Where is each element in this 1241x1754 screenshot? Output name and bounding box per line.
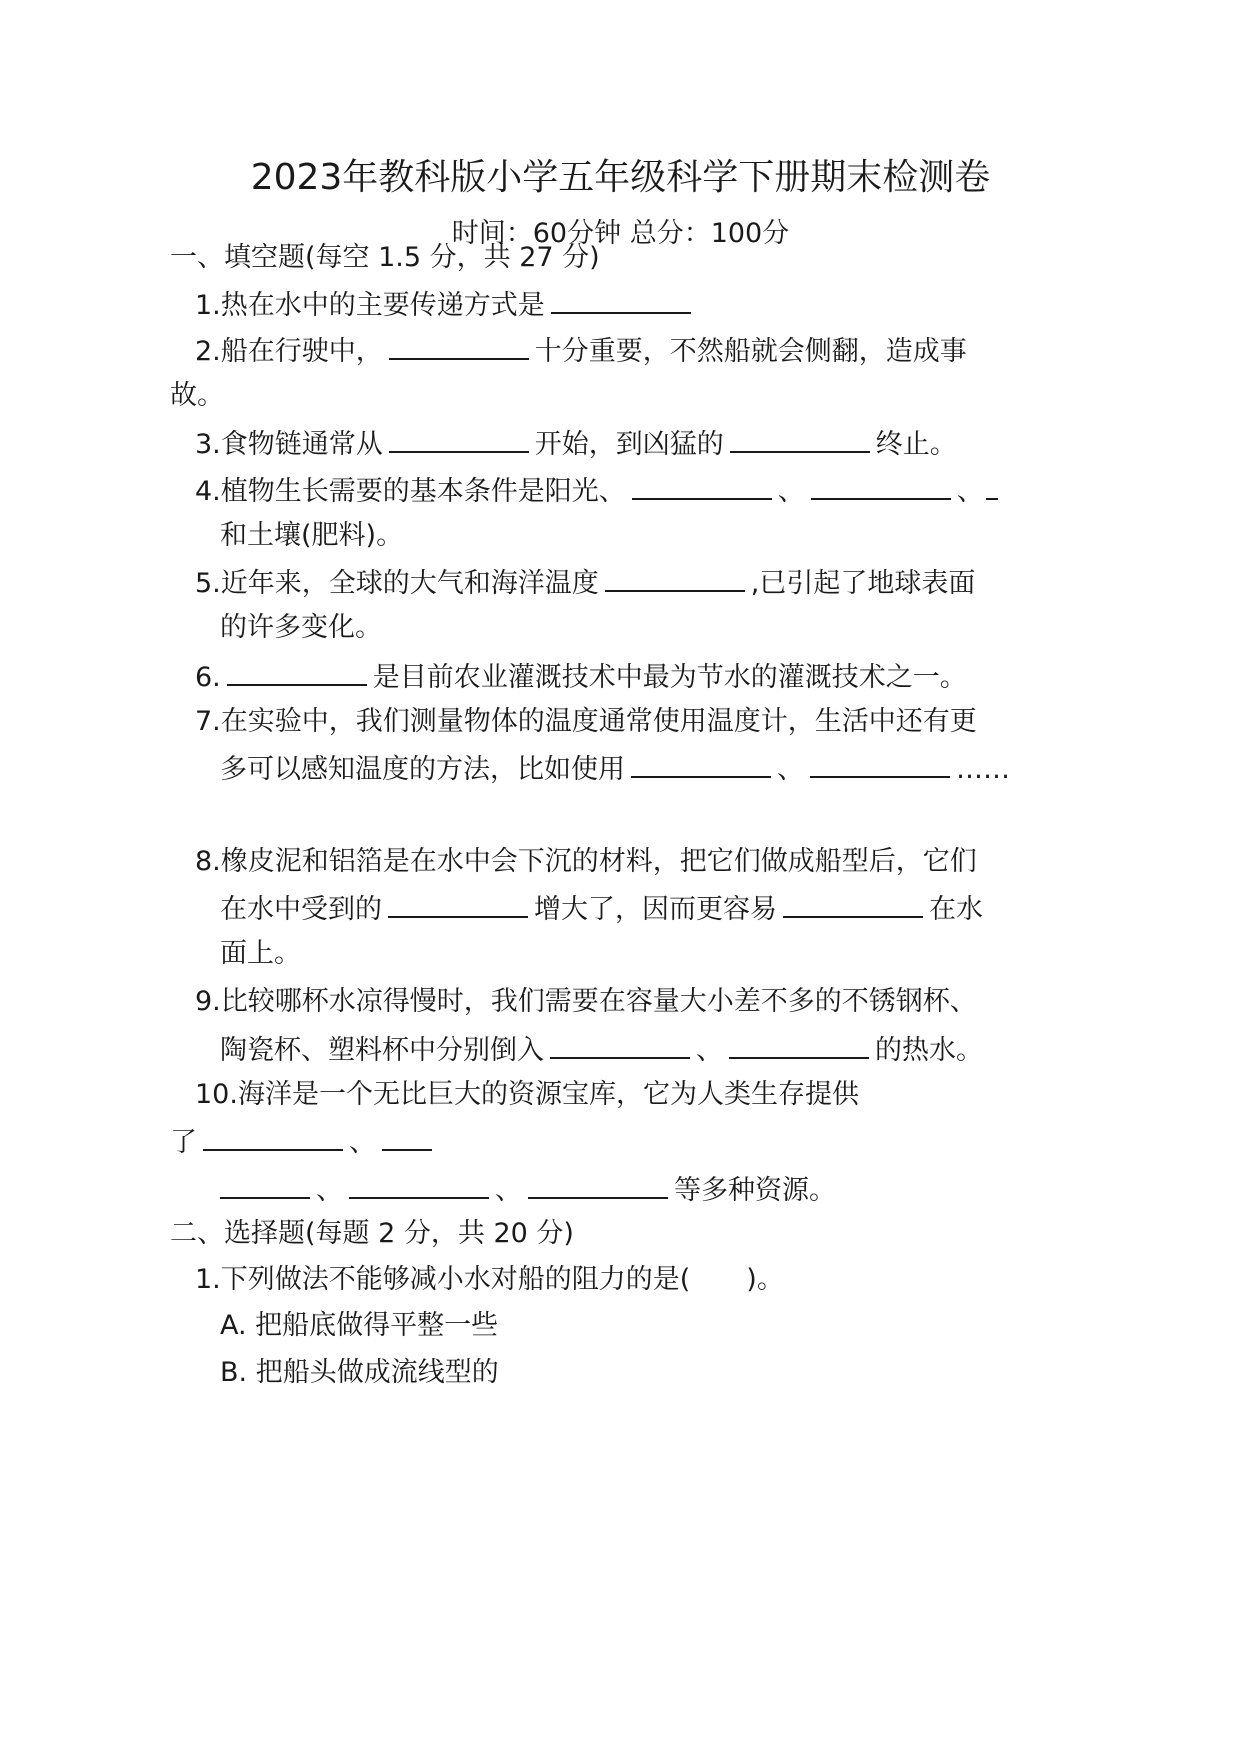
separator: 、: [696, 1035, 723, 1066]
answer-blank[interactable]: [605, 562, 745, 592]
separator: 、: [777, 754, 804, 785]
answer-blank[interactable]: [528, 1169, 668, 1199]
question-10: 10.海洋是一个无比巨大的资源宝库，它为人类生存提供: [195, 1079, 859, 1110]
question-text: 了: [170, 1127, 197, 1158]
question-text: 1.下列做法不能够减小水对船的阻力的是(: [195, 1264, 691, 1295]
question-7-cont: [220, 748, 1010, 790]
question-text: 2.船在行驶中，: [195, 336, 383, 367]
answer-blank[interactable]: [382, 1121, 432, 1151]
question-text: 3.食物链通常从: [195, 429, 383, 460]
question-1: [195, 284, 697, 326]
question-8-cont: [220, 888, 983, 930]
question-text: 5.近年来，全球的大气和海洋温度: [195, 568, 599, 599]
question-text: 开始，到凶猛的: [534, 429, 724, 460]
question-8: 8.橡皮泥和铝箔是在水中会下沉的材料，把它们做成船型后，它们: [195, 846, 977, 877]
question-text: 多可以感知温度的方法，比如使用: [220, 754, 625, 785]
ellipsis: ……: [956, 754, 1010, 785]
section-heading-choice: 二、选择题(每题 2 分，共 20 分): [170, 1218, 574, 1249]
question-number: 6.: [195, 662, 221, 693]
choice-question-1: [195, 1260, 784, 1300]
question-7: 7.在实验中，我们测量物体的温度通常使用温度计，生活中还有更: [195, 706, 977, 737]
answer-blank[interactable]: [389, 423, 529, 453]
question-6: [195, 656, 967, 698]
question-10-cont: [170, 1121, 438, 1163]
answer-blank[interactable]: [783, 888, 923, 918]
separator: 、: [349, 1127, 376, 1158]
question-2: [195, 330, 967, 372]
separator: 、: [316, 1175, 343, 1206]
answer-blank[interactable]: [388, 888, 528, 918]
question-text: 等多种资源。: [674, 1175, 836, 1206]
question-3: [195, 423, 957, 465]
question-text: 增大了，因而更容易: [534, 894, 777, 925]
answer-blank[interactable]: [729, 1029, 869, 1059]
answer-blank[interactable]: [550, 1029, 690, 1059]
exam-info: 时间：60分钟 总分：100分: [451, 218, 790, 249]
question-4-cont: 和土壤(肥料)。: [220, 520, 404, 551]
question-text: )。: [746, 1264, 784, 1295]
question-4: [195, 470, 1000, 512]
answer-blank[interactable]: [203, 1121, 343, 1151]
answer-blank[interactable]: [810, 748, 950, 778]
question-text: 是目前农业灌溉技术中最为节水的灌溉技术之一。: [372, 662, 967, 693]
answer-blank[interactable]: [811, 470, 951, 500]
question-text: 陶瓷杯、塑料杯中分别倒入: [220, 1035, 544, 1066]
question-text: ,已引起了地球表面: [750, 568, 976, 599]
section-heading-fill-in: 一、填空题(每空 1.5 分，共 27 分): [170, 242, 600, 273]
separator: 、: [956, 476, 984, 507]
option-b[interactable]: B. 把船头做成流线型的: [220, 1357, 499, 1388]
question-5-cont: 的许多变化。: [220, 612, 382, 643]
option-a[interactable]: A. 把船底做得平整一些: [220, 1310, 499, 1341]
question-text: 在水中受到的: [220, 894, 382, 925]
answer-blank[interactable]: [220, 1169, 310, 1199]
question-text: 十分重要，不然船就会侧翻，造成事: [534, 336, 967, 367]
answer-blank[interactable]: [349, 1169, 489, 1199]
page-title: 2023年教科版小学五年级科学下册期末检测卷: [250, 157, 991, 198]
answer-blank[interactable]: [986, 470, 998, 500]
question-9: 9.比较哪杯水凉得慢时，我们需要在容量大小差不多的不锈钢杯、: [195, 986, 977, 1017]
question-5: [195, 562, 975, 604]
answer-blank[interactable]: [227, 656, 367, 686]
question-8-cont2: 面上。: [220, 938, 301, 969]
answer-blank[interactable]: [631, 748, 771, 778]
question-text: 1.热在水中的主要传递方式是: [195, 290, 545, 321]
separator: 、: [777, 476, 805, 507]
question-text: 终止。: [875, 429, 957, 460]
question-10-cont2: [220, 1169, 836, 1211]
answer-blank[interactable]: [551, 284, 691, 314]
question-text: 在水: [929, 894, 983, 925]
question-text: 4.植物生长需要的基本条件是阳光、: [195, 476, 626, 507]
separator: 、: [495, 1175, 522, 1206]
answer-blank[interactable]: [632, 470, 772, 500]
question-2-cont: 故。: [170, 380, 224, 411]
answer-blank[interactable]: [389, 330, 529, 360]
question-text: 的热水。: [875, 1035, 983, 1066]
answer-blank[interactable]: [730, 423, 870, 453]
question-9-cont: [220, 1029, 983, 1071]
